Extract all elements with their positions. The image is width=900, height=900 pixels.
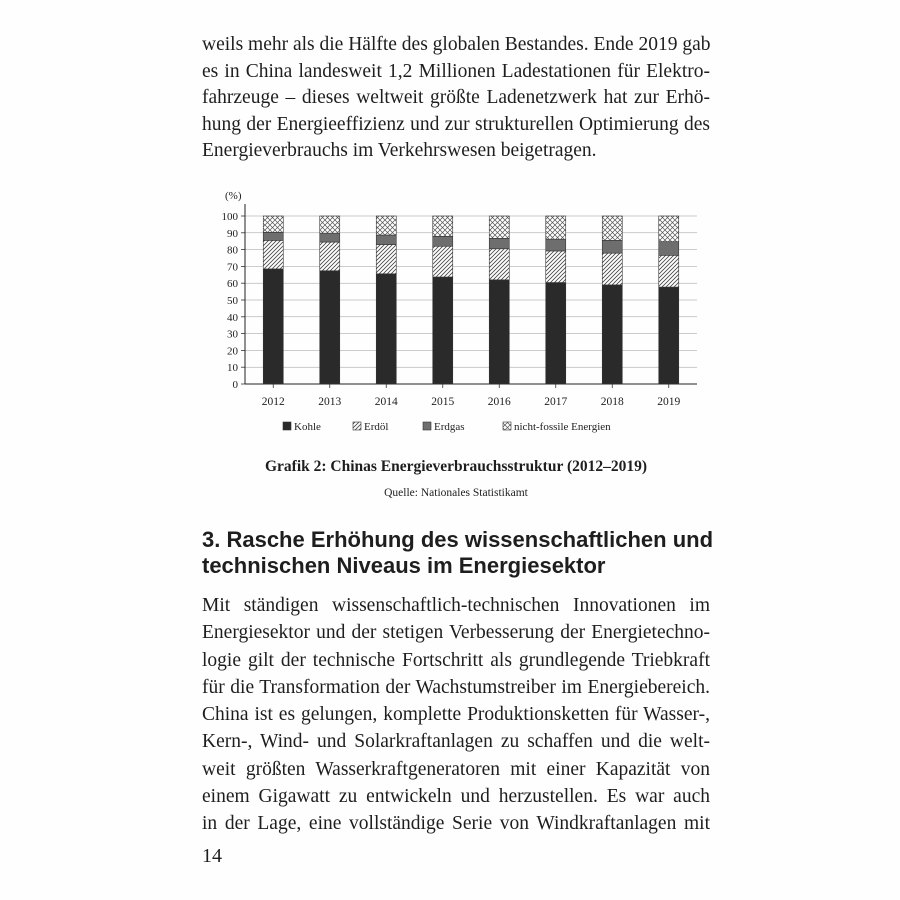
text-line: Kern-, Wind- und Solarkraftanlagen zu schaffen und die welt- — [202, 731, 710, 753]
bar-segment — [433, 236, 453, 246]
y-tick-label: 80 — [227, 244, 238, 257]
bar-segment — [546, 251, 566, 283]
bar-segment — [489, 238, 509, 248]
bar-segment — [263, 216, 283, 232]
legend-swatch — [423, 422, 431, 430]
x-tick-label: 2016 — [487, 396, 511, 408]
bar-segment — [602, 285, 622, 384]
bar-segment — [546, 216, 566, 239]
x-tick-label: 2015 — [431, 396, 455, 408]
section-heading — [202, 527, 722, 579]
heading-line: 3. Rasche Erhöhung des wissenschaftlichen und — [202, 527, 714, 552]
y-axis-unit-label: (%) — [225, 190, 242, 202]
text-line: Energiesektor und der stetigen Verbesserung der Energietechno- — [202, 622, 710, 644]
y-tick-label: 60 — [227, 278, 238, 291]
legend-swatch — [353, 422, 361, 430]
y-tick-label: 10 — [227, 362, 238, 375]
legend-label: Erdgas — [434, 421, 465, 433]
bar-segment — [263, 240, 283, 269]
text-line: weit größten Wasserkraftgeneratoren mit einer Kapazität von — [202, 758, 710, 780]
bar-segment — [489, 216, 509, 238]
bar-segment — [659, 242, 679, 256]
text-line: logie gilt der technische Fortschritt als grundlegende Triebkraft — [202, 649, 710, 671]
text-line: es in China landesweit 1,2 Millionen Ladestationen für Elektro- — [202, 60, 710, 82]
x-tick-label: 2018 — [600, 396, 624, 408]
x-tick-label: 2017 — [544, 396, 568, 408]
heading-line: technischen Niveaus im Energiesektor — [202, 553, 606, 578]
bar-segment — [320, 216, 340, 233]
bar-segment — [263, 232, 283, 240]
bar-segment — [659, 287, 679, 384]
bar-segment — [433, 277, 453, 384]
chart-caption: Grafik 2: Chinas Energieverbrauchsstruktur (2012–2019) — [264, 458, 648, 475]
bar-segment — [376, 245, 396, 274]
text-line: einem Gigawatt zu entwickeln und herzustellen. Es war auch — [202, 786, 710, 808]
page-number: 14 — [202, 845, 222, 867]
bar-segment — [376, 235, 396, 245]
chart-svg — [205, 180, 710, 445]
bar-segment — [320, 271, 340, 384]
legend-label: Kohle — [294, 421, 321, 433]
bar-segment — [602, 216, 622, 240]
legend-label: nicht-fossile Energien — [514, 421, 611, 433]
text-line: für die Transformation der Wachstumstreiber im Energiebereich. — [202, 676, 710, 698]
bar-segment — [433, 246, 453, 277]
y-tick-label: 20 — [227, 345, 238, 358]
body-paragraph-top — [202, 32, 710, 165]
bar-segment — [376, 216, 396, 235]
bar-segment — [376, 274, 396, 384]
bar-segment — [602, 240, 622, 253]
x-tick-label: 2013 — [318, 396, 342, 408]
x-tick-label: 2019 — [657, 396, 681, 408]
energy-structure-chart — [205, 180, 710, 445]
legend-swatch — [503, 422, 511, 430]
x-tick-label: 2012 — [261, 396, 285, 408]
body-paragraph-bottom — [202, 592, 710, 838]
legend-label: Erdöl — [364, 421, 389, 433]
y-tick-label: 70 — [227, 261, 238, 274]
bar-segment — [546, 239, 566, 251]
bar-segment — [602, 253, 622, 285]
chart-source: Quelle: Nationales Statistikamt — [384, 487, 528, 499]
legend-swatch — [283, 422, 291, 430]
bar-segment — [489, 249, 509, 280]
bar-segment — [263, 269, 283, 384]
text-line: Mit ständigen wissenschaftlich-technischen Innovationen im — [202, 595, 710, 616]
text-line: fahrzeuge – dieses weltweit größte Ladenetzwerk hat zur Erhö- — [202, 87, 710, 109]
text-line: hung der Energieeffizienz und zur strukturellen Optimierung des — [202, 113, 710, 135]
bar-segment — [489, 280, 509, 384]
y-tick-label: 50 — [227, 295, 238, 307]
y-tick-label: 30 — [227, 328, 238, 341]
y-tick-label: 100 — [221, 211, 238, 223]
bar-segment — [659, 216, 679, 242]
bar-segment — [433, 216, 453, 236]
bar-segment — [320, 242, 340, 271]
text-line: weils mehr als die Hälfte des globalen Bestandes. Ende 2019 gab — [202, 34, 711, 55]
bar-segment — [659, 255, 679, 287]
bar-segment — [320, 233, 340, 242]
text-line: Energieverbrauchs im Verkehrswesen beigetragen. — [202, 140, 597, 162]
y-tick-label: 90 — [227, 227, 238, 240]
bar-segment — [546, 283, 566, 384]
y-tick-label: 0 — [232, 379, 238, 391]
text-line: in der Lage, eine vollständige Serie von Windkraftanlagen mit — [202, 813, 710, 835]
text-line: China ist es gelungen, komplette Produktionsketten für Wasser-, — [202, 704, 710, 726]
y-tick-label: 40 — [227, 311, 238, 324]
x-tick-label: 2014 — [374, 396, 398, 408]
